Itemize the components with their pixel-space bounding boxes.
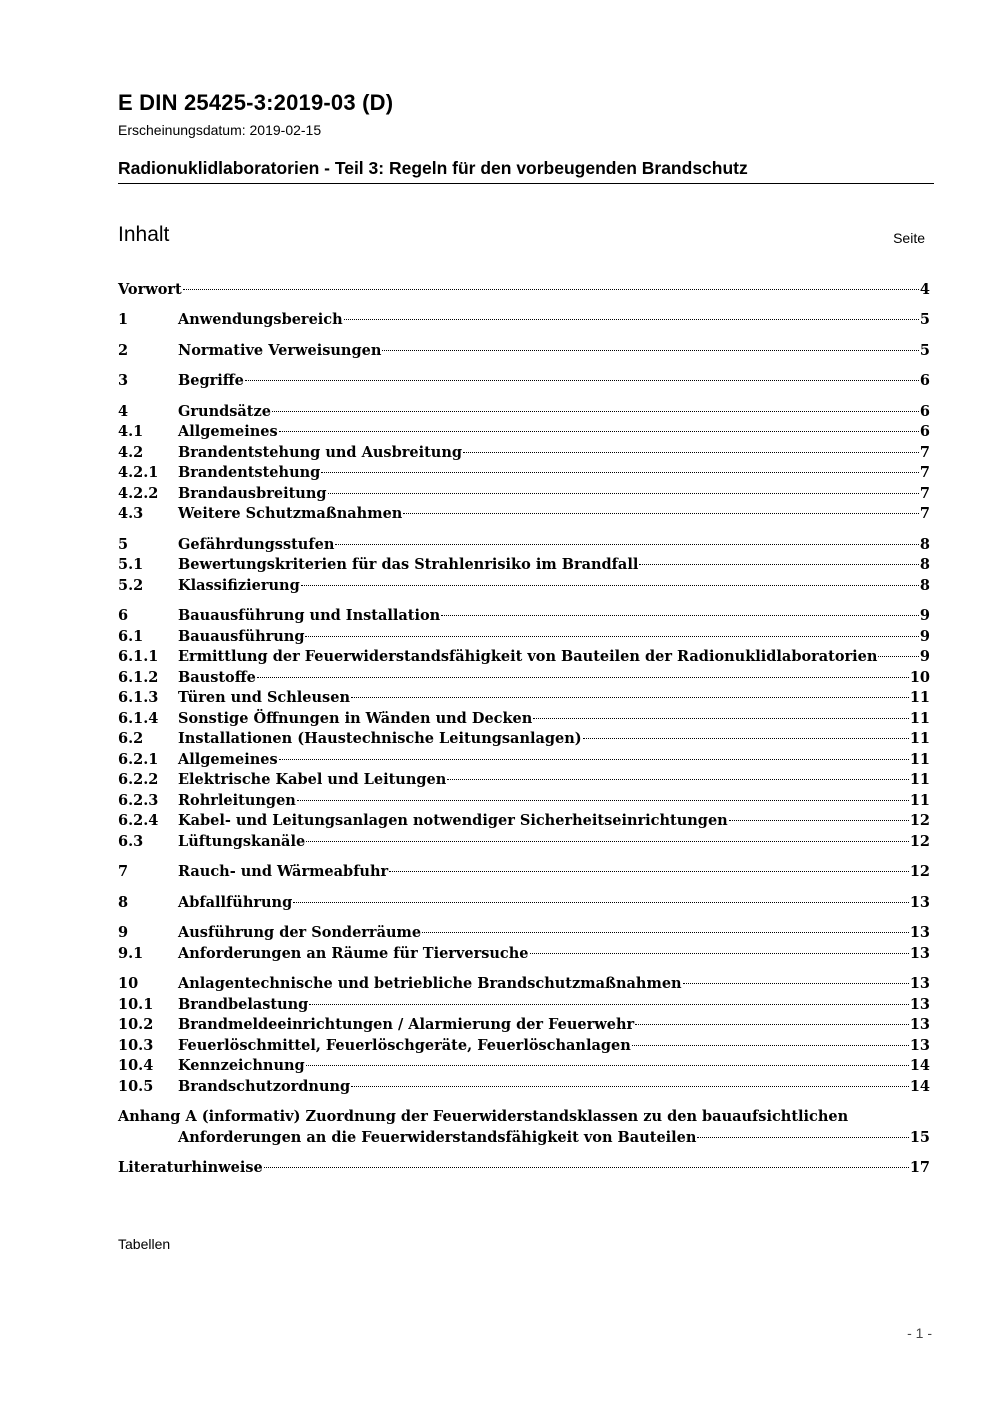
toc-entry-title: Bauausführung und Installation bbox=[178, 607, 441, 624]
toc-entry[interactable] bbox=[118, 555, 930, 575]
dot-leader bbox=[257, 677, 909, 678]
toc-entry[interactable] bbox=[118, 688, 930, 708]
toc-entry[interactable] bbox=[118, 1036, 930, 1056]
toc-entry-title: Anlagentechnische und betriebliche Brandschutzmaßnahmen bbox=[178, 975, 682, 992]
toc-entry-number: 1 bbox=[118, 311, 129, 328]
toc-entry[interactable] bbox=[118, 832, 930, 852]
toc-entry-number: 6.2 bbox=[118, 730, 144, 747]
toc-entry-title: Rauch- und Wärmeabfuhr bbox=[178, 863, 389, 880]
dot-leader bbox=[272, 411, 919, 412]
toc-entry-number: 4.2.2 bbox=[118, 485, 159, 502]
dot-leader bbox=[301, 585, 919, 586]
toc-entry-title: Ausführung der Sonderräume bbox=[178, 924, 422, 941]
toc-entry[interactable] bbox=[118, 422, 930, 442]
toc-entry-page: 9 bbox=[919, 648, 930, 665]
toc-entry-number: 9.1 bbox=[118, 945, 144, 962]
toc-entry-number: 7 bbox=[118, 863, 129, 880]
toc-entry-number: 9 bbox=[118, 924, 129, 941]
toc-entry-page: 5 bbox=[919, 342, 930, 359]
toc-entry-page: 14 bbox=[909, 1057, 930, 1074]
dot-leader bbox=[422, 932, 909, 933]
toc-entry-title: Normative Verweisungen bbox=[178, 342, 382, 359]
toc-entry-title: Elektrische Kabel und Leitungen bbox=[178, 771, 447, 788]
toc-entry-page: 9 bbox=[919, 628, 930, 645]
toc-entry[interactable] bbox=[118, 770, 930, 790]
toc-entry-page: 11 bbox=[909, 751, 930, 768]
toc-literature-entry[interactable] bbox=[118, 1158, 930, 1178]
toc-entry-page: 11 bbox=[909, 771, 930, 788]
toc-entry-page: 13 bbox=[909, 894, 930, 911]
toc-entry-title: Anwendungsbereich bbox=[178, 311, 343, 328]
dot-leader bbox=[309, 1004, 908, 1005]
toc-entry-page: 11 bbox=[909, 792, 930, 809]
dot-leader bbox=[264, 1167, 909, 1168]
toc-entry-title: Feuerlöschmittel, Feuerlöschgeräte, Feuerlöschanlagen bbox=[178, 1037, 631, 1054]
toc-entry-number: 5.1 bbox=[118, 556, 144, 573]
toc-entry-title: Allgemeines bbox=[178, 751, 278, 768]
toc-entry[interactable] bbox=[118, 1015, 930, 1035]
toc-entry-title: Allgemeines bbox=[178, 423, 278, 440]
toc-entry-title: Abfallführung bbox=[178, 894, 293, 911]
dot-leader bbox=[447, 779, 909, 780]
toc-entry-title: Brandbelastung bbox=[178, 996, 309, 1013]
toc-entry[interactable] bbox=[118, 647, 930, 667]
toc-entry[interactable] bbox=[118, 463, 930, 483]
toc-literature-page: 17 bbox=[909, 1159, 930, 1176]
toc-entry-number: 6.1.2 bbox=[118, 669, 159, 686]
toc-entry[interactable] bbox=[118, 484, 930, 504]
toc-entry-page: 12 bbox=[909, 863, 930, 880]
toc-entry-page: 7 bbox=[919, 485, 930, 502]
toc-entry-page: 4 bbox=[919, 281, 930, 298]
toc-entry-title: Türen und Schleusen bbox=[178, 689, 350, 706]
toc-entry[interactable] bbox=[118, 974, 930, 994]
toc-entry-number: 6.2.3 bbox=[118, 792, 159, 809]
dot-leader bbox=[306, 1065, 909, 1066]
dot-leader bbox=[293, 902, 909, 903]
toc-entry-title: Baustoffe bbox=[178, 669, 256, 686]
toc-entry-number: 2 bbox=[118, 342, 129, 359]
toc-entry-page: 7 bbox=[919, 464, 930, 481]
toc-entry-number: 6 bbox=[118, 607, 129, 624]
toc-entry-page: 13 bbox=[909, 1016, 930, 1033]
toc-entry-number: 5.2 bbox=[118, 577, 144, 594]
toc-entry-title: Grundsätze bbox=[178, 403, 271, 420]
toc-annex-page: 15 bbox=[909, 1129, 930, 1146]
toc-entry-title: Brandentstehung und Ausbreitung bbox=[178, 444, 462, 461]
toc-entry-title: Vorwort bbox=[118, 281, 182, 298]
toc-entry-page: 12 bbox=[909, 833, 930, 850]
toc-entry-page: 13 bbox=[909, 1037, 930, 1054]
dot-leader bbox=[389, 871, 909, 872]
toc-entry-title: Begriffe bbox=[178, 372, 244, 389]
dot-leader bbox=[344, 319, 919, 320]
dot-leader bbox=[306, 841, 909, 842]
toc-entry-number: 5 bbox=[118, 536, 129, 553]
dot-leader bbox=[279, 759, 909, 760]
toc-entry-page: 8 bbox=[919, 536, 930, 553]
toc-entry-title: Installationen (Haustechnische Leitungsanlagen) bbox=[178, 730, 582, 747]
dot-leader bbox=[878, 656, 918, 657]
toc-entry-title: Weitere Schutzmaßnahmen bbox=[178, 505, 403, 522]
toc-entry[interactable] bbox=[118, 893, 930, 913]
toc-entry[interactable] bbox=[118, 1077, 930, 1097]
dot-leader bbox=[632, 1045, 909, 1046]
toc-entry-page: 13 bbox=[909, 975, 930, 992]
toc-entry[interactable] bbox=[118, 729, 930, 749]
dot-leader bbox=[382, 350, 919, 351]
toc-entry-number: 4.2.1 bbox=[118, 464, 159, 481]
toc-entry-title: Brandmeldeeinrichtungen / Alarmierung der Feuerwehr bbox=[178, 1016, 635, 1033]
toc-entry-page: 10 bbox=[909, 669, 930, 686]
toc-entry-page: 6 bbox=[919, 372, 930, 389]
dot-leader bbox=[583, 738, 909, 739]
toc-entry-number: 6.1 bbox=[118, 628, 144, 645]
toc-entry-page: 13 bbox=[909, 924, 930, 941]
toc-entry-title: Lüftungskanäle bbox=[178, 833, 306, 850]
toc-entry[interactable] bbox=[118, 371, 930, 391]
dot-leader bbox=[683, 983, 909, 984]
document-id: E DIN 25425-3:2019-03 (D) bbox=[118, 90, 394, 115]
dot-leader bbox=[245, 380, 919, 381]
toc-entry-page: 8 bbox=[919, 556, 930, 573]
toc-entry-number: 6.2.2 bbox=[118, 771, 159, 788]
toc-entry[interactable] bbox=[118, 606, 930, 626]
toc-entry[interactable] bbox=[118, 709, 930, 729]
dot-leader bbox=[328, 493, 919, 494]
toc-entry[interactable] bbox=[118, 923, 930, 943]
dot-leader bbox=[697, 1137, 908, 1138]
toc-entry-number: 6.1.4 bbox=[118, 710, 159, 727]
toc-entry-title: Brandschutzordnung bbox=[178, 1078, 351, 1095]
toc-entry[interactable] bbox=[118, 627, 930, 647]
dot-leader bbox=[183, 289, 919, 290]
toc-entry-page: 11 bbox=[909, 710, 930, 727]
toc-entry-page: 14 bbox=[909, 1078, 930, 1095]
dot-leader bbox=[530, 953, 909, 954]
toc-entry[interactable] bbox=[118, 535, 930, 555]
toc-entry-page: 12 bbox=[909, 812, 930, 829]
document-subtitle: Radionuklidlaboratorien - Teil 3: Regeln für den vorbeugenden Brandschutz bbox=[118, 158, 748, 178]
toc-entry-title: Kennzeichnung bbox=[178, 1057, 305, 1074]
dot-leader bbox=[321, 472, 919, 473]
toc-entry-title: Rohrleitungen bbox=[178, 792, 296, 809]
page-number: - 1 - bbox=[907, 1325, 932, 1341]
toc-heading: Inhalt bbox=[118, 223, 170, 246]
dot-leader bbox=[279, 431, 919, 432]
toc-entry[interactable] bbox=[118, 750, 930, 770]
toc-entry[interactable] bbox=[118, 504, 930, 524]
tables-label: Tabellen bbox=[118, 1236, 171, 1252]
toc-entry-page: 6 bbox=[919, 423, 930, 440]
toc-entry-number: 10.1 bbox=[118, 996, 154, 1013]
toc-entry-number: 4.1 bbox=[118, 423, 144, 440]
dot-leader bbox=[463, 452, 919, 453]
dot-leader bbox=[639, 564, 919, 565]
toc-entry-title: Anforderungen an Räume für Tierversuche bbox=[178, 945, 529, 962]
toc-entry-number: 8 bbox=[118, 894, 129, 911]
toc-entry-page: 13 bbox=[909, 945, 930, 962]
toc-entry[interactable] bbox=[118, 791, 930, 811]
toc-entry[interactable] bbox=[118, 341, 930, 361]
dot-leader bbox=[335, 544, 919, 545]
toc-entry-number: 3 bbox=[118, 372, 129, 389]
toc-entry-number: 6.1.3 bbox=[118, 689, 159, 706]
toc-entry-title: Kabel- und Leitungsanlagen notwendiger Sicherheitseinrichtungen bbox=[178, 812, 728, 829]
toc-entry-title: Gefährdungsstufen bbox=[178, 536, 335, 553]
toc-entry-number: 10 bbox=[118, 975, 139, 992]
toc-entry[interactable] bbox=[118, 995, 930, 1015]
toc-entry-number: 6.3 bbox=[118, 833, 144, 850]
toc-entry[interactable] bbox=[118, 576, 930, 596]
toc-entry[interactable] bbox=[118, 280, 930, 300]
toc-annex-line2: Anforderungen an die Feuerwiderstandsfähigkeit von Bauteilen bbox=[178, 1129, 697, 1146]
toc-annex-entry[interactable] bbox=[118, 1128, 930, 1148]
toc-entry[interactable] bbox=[118, 668, 930, 688]
toc-entry[interactable] bbox=[118, 862, 930, 882]
publication-date: Erscheinungsdatum: 2019-02-15 bbox=[118, 122, 322, 138]
toc-entry-title: Bewertungskriterien für das Strahlenrisiko im Brandfall bbox=[178, 556, 639, 573]
toc-entry-number: 10.3 bbox=[118, 1037, 154, 1054]
dot-leader bbox=[297, 800, 909, 801]
toc-entry-page: 5 bbox=[919, 311, 930, 328]
dot-leader bbox=[403, 513, 919, 514]
toc-entry[interactable] bbox=[118, 1056, 930, 1076]
toc-entry-title: Ermittlung der Feuerwiderstandsfähigkeit von Bauteilen der Radionuklidlaboratorien bbox=[178, 648, 878, 665]
toc-entry-page: 9 bbox=[919, 607, 930, 624]
toc-entry-number: 10.5 bbox=[118, 1078, 154, 1095]
toc-entry-page: 7 bbox=[919, 444, 930, 461]
dot-leader bbox=[351, 697, 909, 698]
toc-entry-number: 10.2 bbox=[118, 1016, 154, 1033]
toc-entry-page: 6 bbox=[919, 403, 930, 420]
toc-entry[interactable] bbox=[118, 310, 930, 330]
toc-entry-number: 10.4 bbox=[118, 1057, 154, 1074]
toc-entry-title: Brandausbreitung bbox=[178, 485, 327, 502]
toc-annex-line1[interactable]: Anhang A (informativ) Zuordnung der Feuerwiderstandsklassen zu den bauaufsichtlichen bbox=[118, 1108, 849, 1125]
toc-entry-page: 11 bbox=[909, 689, 930, 706]
dot-leader bbox=[533, 718, 909, 719]
toc-entry-title: Bauausführung bbox=[178, 628, 305, 645]
dot-leader bbox=[441, 615, 919, 616]
toc-entry-page: 11 bbox=[909, 730, 930, 747]
toc-entry[interactable] bbox=[118, 402, 930, 422]
toc-entry-number: 6.2.4 bbox=[118, 812, 159, 829]
toc-entry-title: Sonstige Öffnungen in Wänden und Decken bbox=[178, 710, 533, 727]
toc-page-label: Seite bbox=[893, 230, 925, 246]
toc-literature-title: Literaturhinweise bbox=[118, 1159, 263, 1176]
toc-entry-number: 6.2.1 bbox=[118, 751, 159, 768]
toc-entry-title: Brandentstehung bbox=[178, 464, 321, 481]
toc-entry-title: Klassifizierung bbox=[178, 577, 300, 594]
dot-leader bbox=[729, 820, 909, 821]
toc-entry-number: 4.3 bbox=[118, 505, 144, 522]
toc-entry-page: 13 bbox=[909, 996, 930, 1013]
toc-entry-number: 4 bbox=[118, 403, 129, 420]
toc-entry[interactable] bbox=[118, 811, 930, 831]
header-divider bbox=[118, 183, 934, 184]
toc-entry[interactable] bbox=[118, 443, 930, 463]
toc-entry[interactable] bbox=[118, 944, 930, 964]
toc-entry-number: 6.1.1 bbox=[118, 648, 159, 665]
dot-leader bbox=[351, 1086, 909, 1087]
dot-leader bbox=[635, 1024, 909, 1025]
dot-leader bbox=[305, 636, 918, 637]
toc-entry-number: 4.2 bbox=[118, 444, 144, 461]
toc-entry-page: 8 bbox=[919, 577, 930, 594]
toc-entry-page: 7 bbox=[919, 505, 930, 522]
